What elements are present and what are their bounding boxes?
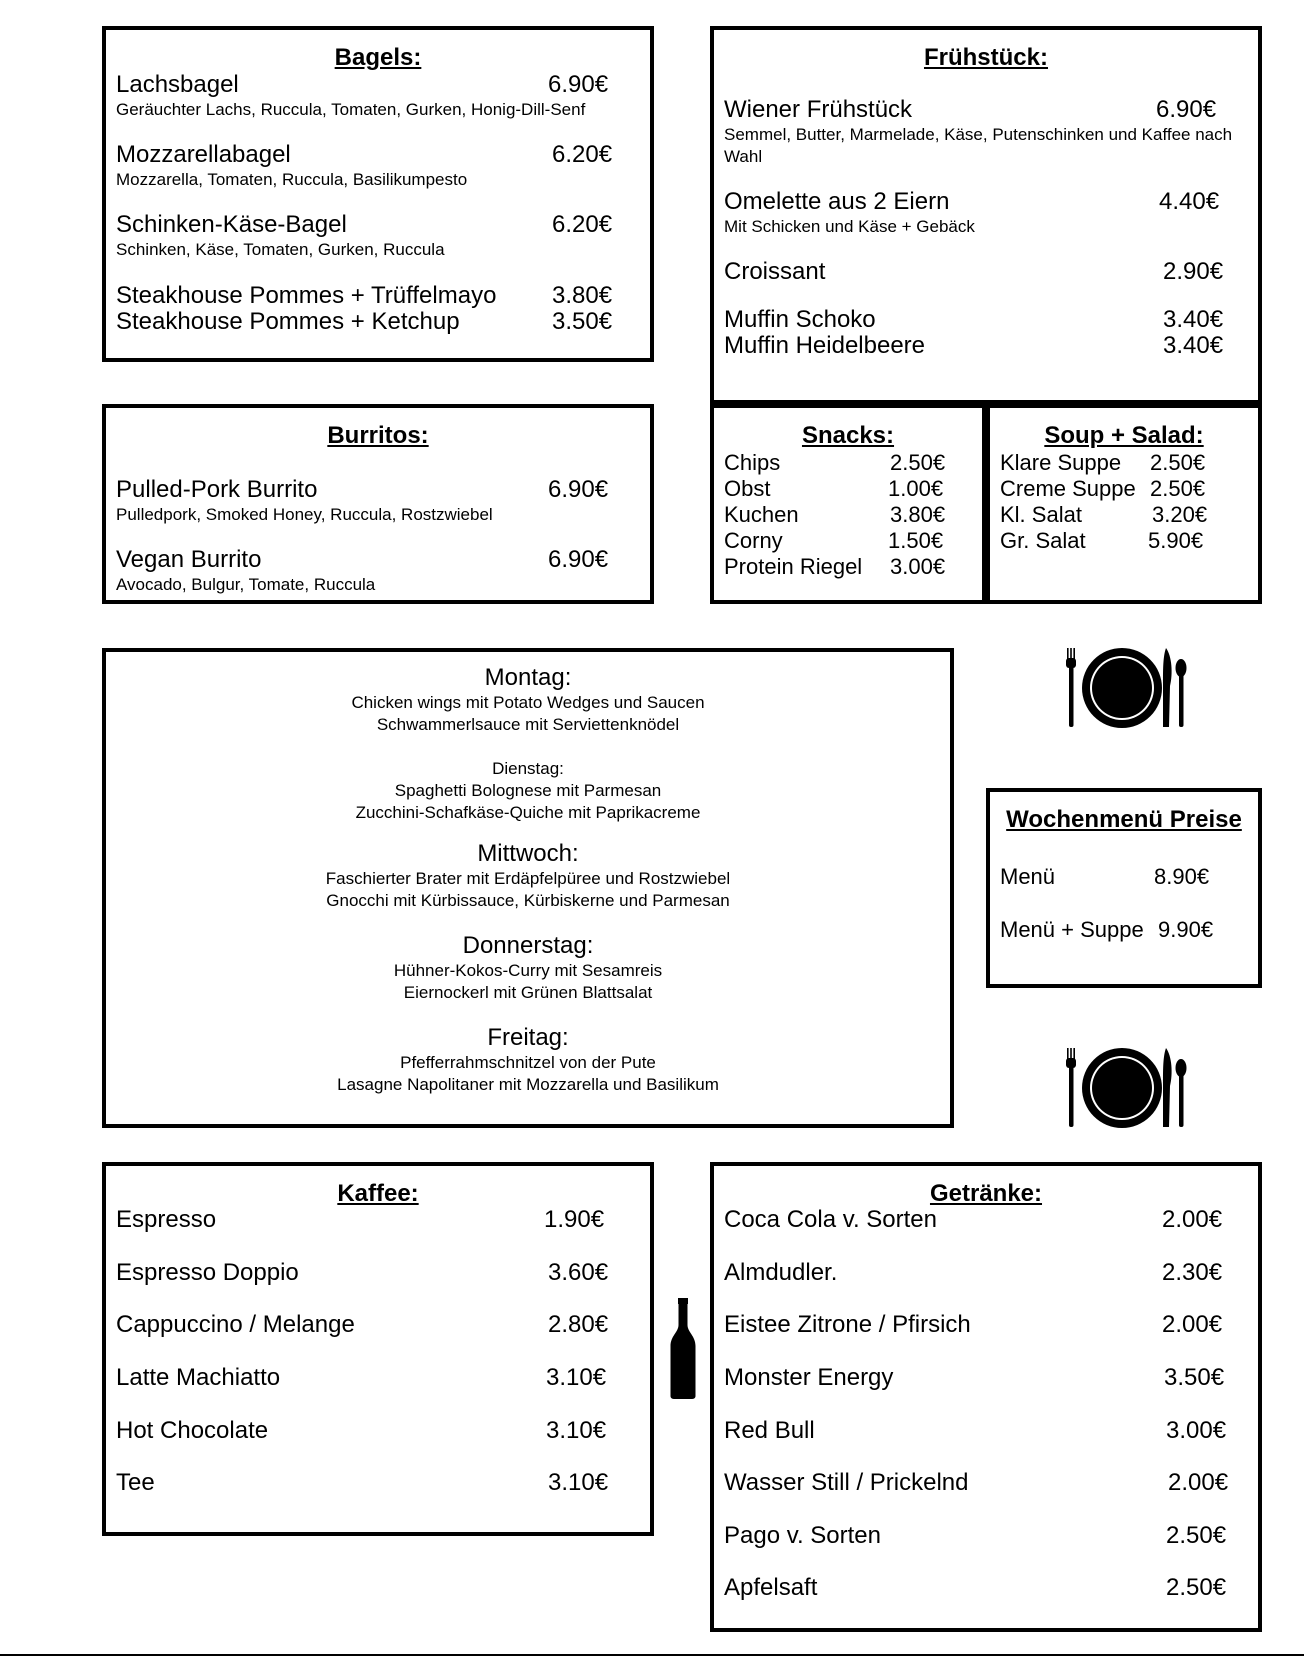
menu-item-price: 6.90€	[548, 71, 609, 98]
day-heading: Dienstag:	[492, 759, 564, 778]
day-heading: Donnerstag:	[462, 932, 594, 959]
kaffee-title: Kaffee:	[337, 1180, 419, 1207]
menu-item-description: Mit Schicken und Käse + Gebäck	[724, 217, 975, 236]
plate-cutlery-icon	[1060, 1046, 1192, 1130]
dish-line: Faschierter Brater mit Erdäpfelpüree und Rostzwiebel	[325, 869, 731, 888]
soup-salad-panel	[986, 404, 1262, 604]
menu-item-price: 1.00€	[888, 476, 944, 501]
bottle-icon	[669, 1298, 697, 1400]
menu-item-description: Pulledpork, Smoked Honey, Ruccula, Rostzwiebel	[116, 505, 493, 524]
page-bottom-border	[0, 1654, 1304, 1656]
menu-item-price: 3.80€	[890, 502, 946, 527]
menu-item-price: 3.50€	[552, 308, 613, 335]
menu-item-name: Creme Suppe	[1000, 476, 1136, 501]
menu-item-price: 9.90€	[1158, 917, 1214, 942]
menu-item-description: Avocado, Bulgur, Tomate, Ruccula	[116, 575, 376, 594]
day-heading: Freitag:	[487, 1024, 569, 1051]
getraenke-panel	[710, 1162, 1262, 1632]
menu-item-name: Chips	[724, 450, 781, 475]
menu-item-name: Pulled-Pork Burrito	[116, 476, 318, 503]
menu-item-price: 2.90€	[1163, 258, 1224, 285]
menu-item-name: Muffin Heidelbeere	[724, 332, 926, 359]
wochenmenue-panel	[102, 648, 954, 1128]
menu-item-price: 6.20€	[552, 211, 613, 238]
snacks-title: Snacks:	[801, 422, 895, 449]
dish-line: Chicken wings mit Potato Wedges und Saucen	[351, 693, 705, 712]
snacks-panel	[710, 404, 986, 604]
fruehstueck-title: Frühstück:	[923, 44, 1048, 71]
bagels-panel	[102, 26, 654, 362]
menu-item-price: 2.80€	[548, 1311, 609, 1338]
fruehstueck-panel	[710, 26, 1262, 404]
menu-item-price: 3.10€	[546, 1364, 607, 1391]
getraenke-title: Getränke:	[929, 1180, 1043, 1207]
menu-item-price: 8.90€	[1154, 864, 1210, 889]
menu-item-name: Gr. Salat	[1000, 528, 1086, 553]
menu-item-price: 3.50€	[1164, 1364, 1225, 1391]
menu-item-price: 1.50€	[888, 528, 944, 553]
menu-item-name: Latte Machiatto	[116, 1364, 281, 1391]
menu-item-name: Espresso Doppio	[116, 1259, 299, 1286]
menu-item-name: Hot Chocolate	[116, 1417, 269, 1444]
menu-item-name: Vegan Burrito	[116, 546, 262, 573]
menu-item-price: 1.90€	[544, 1206, 605, 1233]
dish-line: Eiernockerl mit Grünen Blattsalat	[403, 983, 653, 1002]
day-heading: Mittwoch:	[477, 840, 579, 867]
menu-item-name: Monster Energy	[724, 1364, 894, 1391]
menu-item-price: 5.90€	[1148, 528, 1204, 553]
menu-item-name: Kuchen	[724, 502, 799, 527]
menu-item-name: Menü + Suppe	[1000, 917, 1144, 942]
menu-item-price: 3.00€	[1166, 1417, 1227, 1444]
bagels-title: Bagels:	[334, 44, 422, 71]
dish-line: Gnocchi mit Kürbissauce, Kürbiskerne und Parmesan	[326, 891, 730, 910]
menu-item-name: Croissant	[724, 258, 826, 285]
menu-item-price: 2.50€	[1150, 476, 1206, 501]
menu-item-price: 3.10€	[546, 1417, 607, 1444]
menu-item-name: Pago v. Sorten	[724, 1522, 881, 1549]
menu-item-price: 2.30€	[1162, 1259, 1223, 1286]
plate-cutlery-icon	[1060, 646, 1192, 730]
preise-title: Wochenmenü Preise	[1006, 806, 1242, 833]
menu-item-name: Schinken-Käse-Bagel	[116, 211, 347, 238]
menu-item-name: Cappuccino / Melange	[116, 1311, 355, 1338]
menu-item-price: 2.50€	[1166, 1522, 1227, 1549]
menu-item-name: Coca Cola v. Sorten	[724, 1206, 937, 1233]
dish-line: Pfefferrahmschnitzel von der Pute	[400, 1053, 656, 1072]
menu-item-price: 3.40€	[1163, 306, 1224, 333]
menu-item-description: Wahl	[724, 147, 763, 166]
menu-item-price: 2.00€	[1162, 1311, 1223, 1338]
menu-item-name: Steakhouse Pommes + Ketchup	[116, 308, 460, 335]
menu-item-price: 3.20€	[1152, 502, 1208, 527]
menu-item-price: 3.00€	[890, 554, 946, 579]
menu-item-price: 6.90€	[1156, 96, 1217, 123]
menu-item-name: Red Bull	[724, 1417, 815, 1444]
menu-item-price: 3.60€	[548, 1259, 609, 1286]
menu-item-name: Mozzarellabagel	[116, 141, 291, 168]
menu-item-price: 2.50€	[1150, 450, 1206, 475]
menu-item-description: Mozzarella, Tomaten, Ruccula, Basilikumpesto	[116, 170, 468, 189]
menu-item-name: Espresso	[116, 1206, 217, 1233]
menu-item-name: Protein Riegel	[724, 554, 863, 579]
menu-item-price: 6.20€	[552, 141, 613, 168]
wochenmenue-preise-panel	[986, 788, 1262, 988]
menu-item-price: 2.00€	[1162, 1206, 1223, 1233]
burritos-title: Burritos:	[327, 422, 429, 449]
kaffee-panel	[102, 1162, 654, 1536]
menu-item-price: 3.10€	[548, 1469, 609, 1496]
dish-line: Spaghetti Bolognese mit Parmesan	[394, 781, 662, 800]
menu-item-name: Steakhouse Pommes + Trüffelmayo	[116, 282, 497, 309]
menu-item-description: Geräuchter Lachs, Ruccula, Tomaten, Gurken, Honig-Dill-Senf	[116, 100, 586, 119]
dish-line: Lasagne Napolitaner mit Mozzarella und Basilikum	[337, 1075, 719, 1094]
menu-item-price: 2.50€	[890, 450, 946, 475]
soup-salad-title: Soup + Salad:	[1044, 422, 1204, 449]
menu-item-name: Obst	[724, 476, 771, 501]
menu-item-name: Eistee Zitrone / Pfirsich	[724, 1311, 971, 1338]
menu-item-price: 6.90€	[548, 476, 609, 503]
dish-line: Schwammerlsauce mit Serviettenknödel	[376, 715, 680, 734]
menu-item-description: Semmel, Butter, Marmelade, Käse, Putenschinken und Kaffee nach	[724, 125, 1233, 144]
dish-line: Hühner-Kokos-Curry mit Sesamreis	[393, 961, 663, 980]
menu-item-name: Wiener Frühstück	[724, 96, 913, 123]
menu-item-name: Menü	[1000, 864, 1056, 889]
menu-item-name: Tee	[116, 1469, 155, 1496]
menu-item-name: Almdudler.	[724, 1259, 838, 1286]
menu-item-name: Kl. Salat	[1000, 502, 1082, 527]
menu-item-price: 2.50€	[1166, 1574, 1227, 1601]
menu-item-price: 6.90€	[548, 546, 609, 573]
menu-item-price: 3.80€	[552, 282, 613, 309]
day-heading: Montag:	[484, 664, 572, 691]
menu-item-price: 4.40€	[1159, 188, 1220, 215]
menu-item-name: Lachsbagel	[116, 71, 239, 98]
dish-line: Zucchini-Schafkäse-Quiche mit Paprikacreme	[355, 803, 701, 822]
menu-item-name: Muffin Schoko	[724, 306, 876, 333]
menu-item-name: Apfelsaft	[724, 1574, 818, 1601]
menu-item-price: 3.40€	[1163, 332, 1224, 359]
menu-item-name: Wasser Still / Prickelnd	[724, 1469, 969, 1496]
menu-item-name: Omelette aus 2 Eiern	[724, 188, 950, 215]
menu-item-description: Schinken, Käse, Tomaten, Gurken, Ruccula	[116, 240, 445, 259]
menu-item-name: Klare Suppe	[1000, 450, 1122, 475]
menu-item-name: Corny	[724, 528, 783, 553]
menu-item-price: 2.00€	[1168, 1469, 1229, 1496]
burritos-panel	[102, 404, 654, 604]
